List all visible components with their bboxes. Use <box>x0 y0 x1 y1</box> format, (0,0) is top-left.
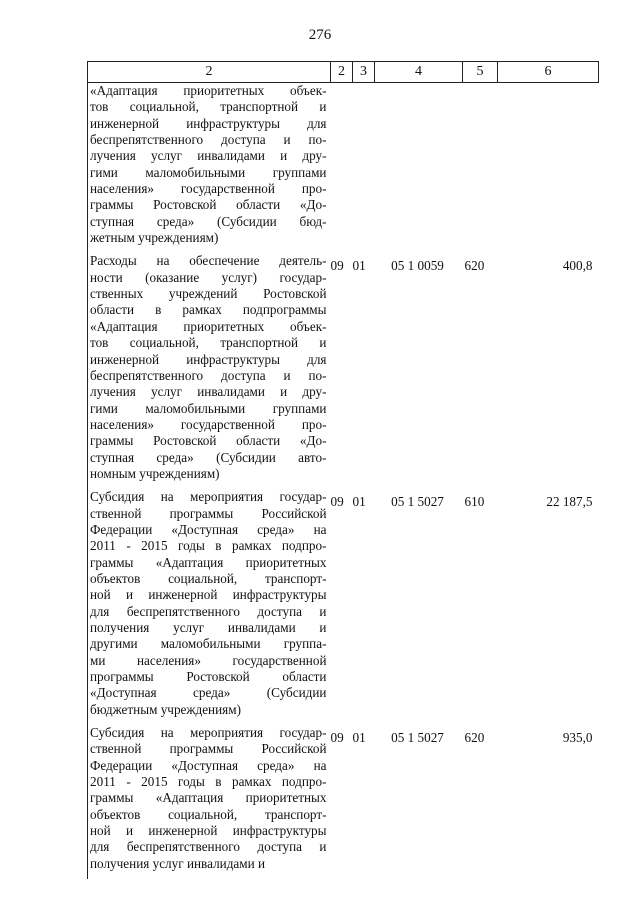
row-description <box>88 83 331 254</box>
table-row <box>88 489 599 725</box>
row-type-code <box>463 83 498 254</box>
row-section: 09 <box>330 730 344 746</box>
description-line: граммы Ростовской области «До- <box>90 433 327 449</box>
description-line: тов социальной, транспортной и <box>90 99 327 115</box>
row-type-code: 620 <box>464 730 485 746</box>
description-line: беспрепятственного доступа и по- <box>90 132 327 148</box>
description-line: гими маломобильными группами <box>90 164 327 180</box>
header-col-name: 2 <box>88 62 331 83</box>
description-line: Федерации «Доступная среда» на <box>90 521 327 537</box>
description-line: для беспрепятственного доступа и <box>90 839 327 855</box>
description-line: номным учреждениям) <box>90 465 220 481</box>
row-description <box>88 725 331 879</box>
description-line: беспрепятственного доступа и по- <box>90 367 327 383</box>
description-line: 2011 - 2015 годы в рамках подпро- <box>90 774 327 790</box>
description-line: объектов социальной, транспорт- <box>90 806 327 822</box>
row-description <box>88 253 331 489</box>
description-line: Федерации «Доступная среда» на <box>90 757 327 773</box>
row-target-code <box>375 83 463 254</box>
row-target-code: 05 1 5027 <box>391 730 444 746</box>
row-target-code: 05 1 0059 <box>391 258 444 274</box>
description-line: ной и инженерной инфраструктуры <box>90 587 327 603</box>
description-line: бюджетным учреждениям) <box>90 701 241 717</box>
description-line: области в рамках подпрограммы <box>90 302 327 318</box>
description-line: ственной программы Российской <box>90 505 327 521</box>
description-line: «Доступная среда» (Субсидии <box>90 685 327 701</box>
description-line: ственных учреждений Ростовской <box>90 286 327 302</box>
description-line: граммы Ростовской области «До- <box>90 197 327 213</box>
row-target-code: 05 1 5027 <box>391 494 444 510</box>
row-section <box>331 83 353 254</box>
description-line: Субсидия на мероприятия государ- <box>90 489 327 505</box>
description-line: лучения услуг инвалидами и дру- <box>90 384 327 400</box>
row-amount: 22 187,5 <box>546 494 593 510</box>
row-section: 09 <box>330 258 344 274</box>
description-line: получения услуг инвалидами и <box>90 620 327 635</box>
table-header <box>88 62 599 83</box>
header-col-subsection: 3 <box>353 62 375 83</box>
description-line: ми населения» государственной <box>90 652 327 668</box>
description-line: ной и инженерной инфраструктуры <box>90 823 327 839</box>
description-line: жетным учреждениям) <box>90 230 219 246</box>
description-line: населения» государственной про- <box>90 181 327 197</box>
table-row <box>88 83 599 254</box>
description-line: населения» государственной про- <box>90 416 327 432</box>
description-line: Расходы на обеспечение деятель- <box>90 253 327 269</box>
description-line: ности (оказание услуг) государ- <box>90 269 327 285</box>
row-subsection: 01 <box>352 494 366 510</box>
header-col-target: 4 <box>375 62 463 83</box>
description-line: «Адаптация приоритетных объек- <box>90 318 327 334</box>
description-line: граммы «Адаптация приоритетных <box>90 554 327 570</box>
row-type-code: 620 <box>464 258 485 274</box>
row-description <box>88 489 331 725</box>
description-line: инженерной инфраструктуры для <box>90 351 327 367</box>
row-subsection: 01 <box>352 258 366 274</box>
header-col-amount: 6 <box>498 62 599 83</box>
description-line: другими маломобильными группа- <box>90 636 327 652</box>
row-section: 09 <box>330 494 344 510</box>
description-line: лучения услуг инвалидами и дру- <box>90 148 327 164</box>
description-line: ственной программы Российской <box>90 741 327 757</box>
description-line: тов социальной, транспортной и <box>90 335 327 351</box>
description-line: «Адаптация приоритетных объек- <box>90 83 327 98</box>
description-line: ступная среда» (Субсидии авто- <box>90 449 327 465</box>
description-line: получения услуг инвалидами и <box>90 855 266 871</box>
table-row <box>88 725 599 879</box>
description-line: гими маломобильными группами <box>90 400 327 416</box>
description-line: граммы «Адаптация приоритетных <box>90 790 327 806</box>
header-col-section: 2 <box>331 62 353 83</box>
table-row <box>88 253 599 489</box>
header-col-type: 5 <box>463 62 498 83</box>
row-amount: 400,8 <box>562 258 593 274</box>
page-number: 276 <box>308 27 332 43</box>
row-amount: 935,0 <box>562 730 593 746</box>
row-amount <box>498 83 599 254</box>
table-body <box>88 83 599 880</box>
budget-table <box>87 61 599 879</box>
description-line: инженерной инфраструктуры для <box>90 115 327 131</box>
row-subsection: 01 <box>352 730 366 746</box>
description-line: ступная среда» (Субсидии бюд- <box>90 213 327 229</box>
row-type-code: 610 <box>464 494 485 510</box>
description-line: для беспрепятственного доступа и <box>90 603 327 619</box>
row-subsection <box>353 83 375 254</box>
description-line: объектов социальной, транспорт- <box>90 570 327 586</box>
description-line: Субсидия на мероприятия государ- <box>90 725 327 741</box>
description-line: 2011 - 2015 годы в рамках подпро- <box>90 538 327 554</box>
description-line: программы Ростовской области <box>90 669 327 685</box>
